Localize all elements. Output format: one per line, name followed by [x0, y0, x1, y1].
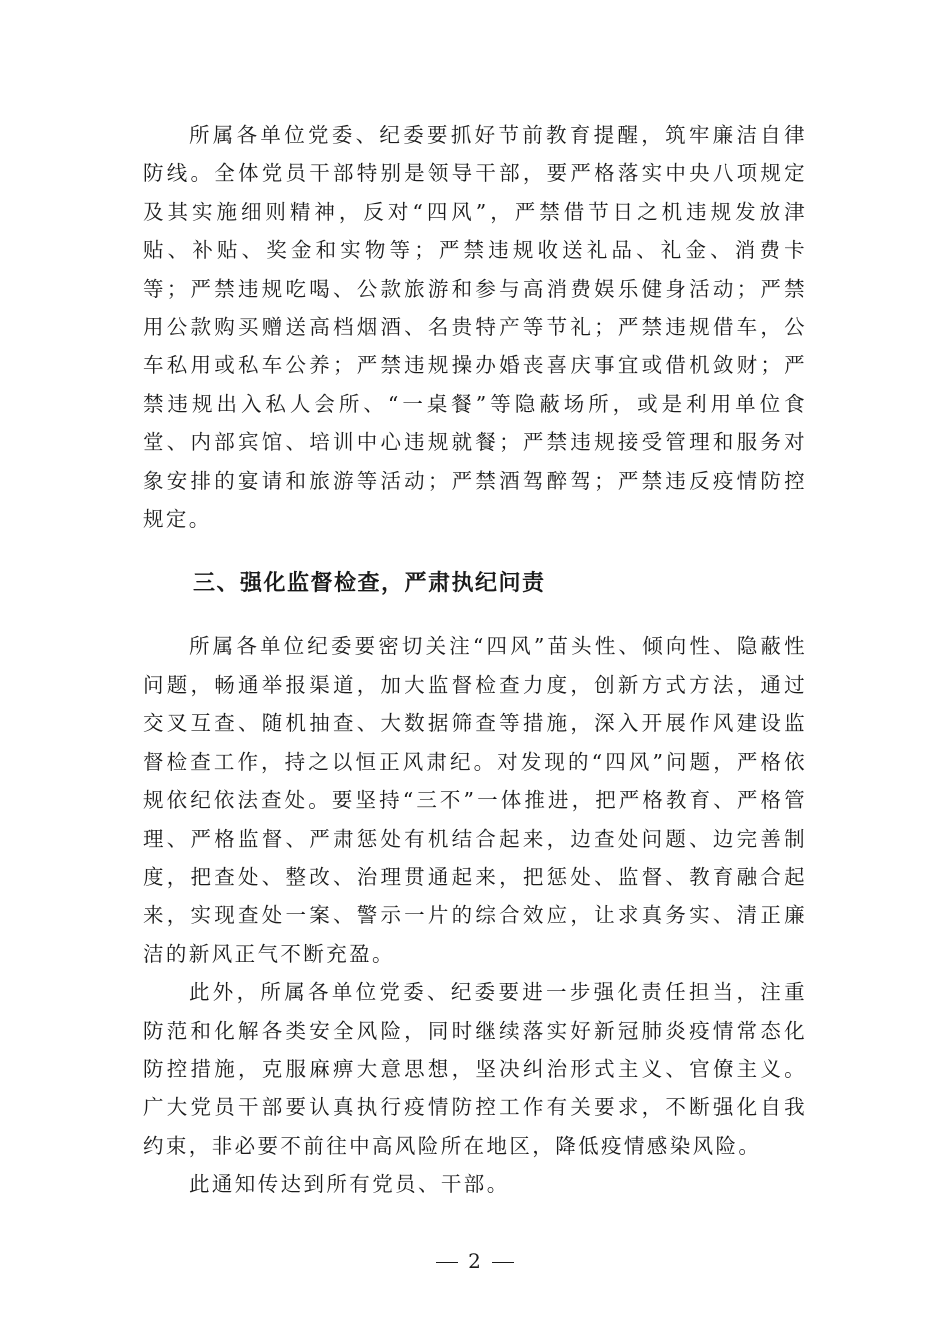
page-footer: [0, 1248, 950, 1274]
body-paragraph: 此通知传达到所有党员、干部。: [189, 1172, 510, 1197]
body-paragraph: 此外，所属各单位党委、纪委要进一步强化责任担当，注重防范和化解各类安全风险，同时继续落实好新冠肺炎疫情常态化防控措施，克服麻痹大意思想，坚决纠治形式主义、官僚主义。广大党员干部要认真执行疫情防控工作有关要求，不断强化自我约束，非必要不前往中高风险所在地区，降低疫情感染风险。: [143, 980, 807, 1158]
section-heading: 三、强化监督检查，严肃执纪问责: [193, 571, 546, 597]
document-body: [143, 116, 807, 1204]
page-number: 2: [468, 1249, 482, 1273]
page-number-right-dash: [492, 1262, 514, 1263]
body-paragraph: 所属各单位纪委要密切关注“四风”苗头性、倾向性、隐蔽性问题，畅通举报渠道，加大监督检查力度，创新方式方法，通过交叉互查、随机抽查、大数据筛查等措施，深入开展作风建设监督检查工作，持之以恒正风肃纪。对发现的“四风”问题，严格依规依纪依法查处。要坚持“三不”一体推进，把严格教育、严格管理、严格监督、严肃惩处有机结合起来，边查处问题、边完善制度，把查处、整改、治理贯通起来，把惩处、监督、教育融合起来，实现查处一案、警示一片的综合效应，让求真务实、清正廉洁的新风正气不断充盈。: [143, 634, 807, 966]
page-number-left-dash: [436, 1262, 458, 1263]
body-paragraph: 所属各单位党委、纪委要抓好节前教育提醒，筑牢廉洁自律防线。全体党员干部特别是领导干部，要严格落实中央八项规定及其实施细则精神，反对“四风”，严禁借节日之机违规发放津贴、补贴、奖金和实物等；严禁违规收送礼品、礼金、消费卡等；严禁违规吃喝、公款旅游和参与高消费娱乐健身活动；严禁用公款购买赠送高档烟酒、名贵特产等节礼；严禁违规借车，公车私用或私车公养；严禁违规操办婚丧喜庆事宜或借机敛财；严禁违规出入私人会所、“一桌餐”等隐蔽场所，或是利用单位食堂、内部宾馆、培训中心违规就餐；严禁违规接受管理和服务对象安排的宴请和旅游等活动；严禁酒驾醉驾；严禁违反疫情防控规定。: [143, 123, 807, 532]
